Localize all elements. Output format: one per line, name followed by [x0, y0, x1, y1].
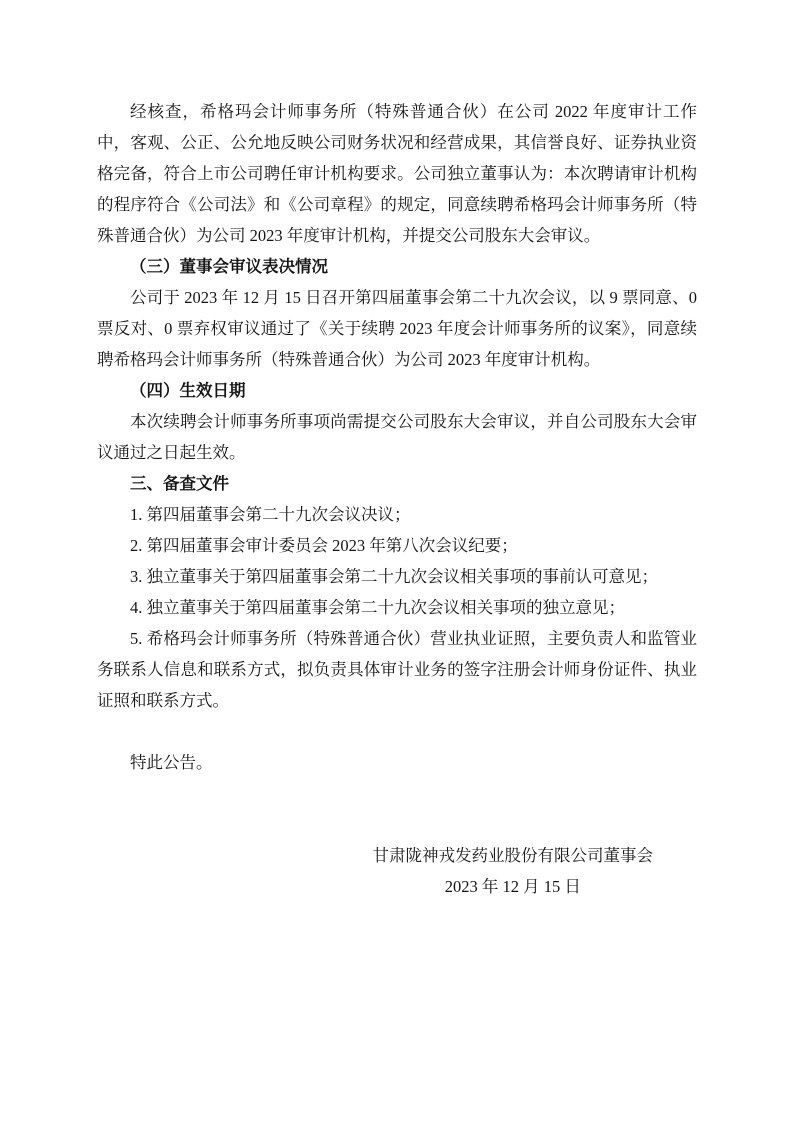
para-effective-date: 本次续聘会计师事务所事项尚需提交公司股东大会审议，并自公司股东大会审议通过之日起生效。 [97, 412, 697, 462]
signature-company: 甘肃陇神戎发药业股份有限公司董事会 [372, 846, 653, 865]
heading-board-vote: （三）董事会审议表决情况 [130, 257, 328, 276]
reference-document-item-4: 4. 独立董事关于第四届董事会第二十九次会议相关事项的独立意见； [130, 598, 625, 617]
heading-effective-date: （四）生效日期 [130, 381, 246, 400]
closing-statement: 特此公告。 [130, 753, 213, 772]
reference-document-item-2: 2. 第四届董事会审计委员会 2023 年第八次会议纪要； [130, 536, 518, 555]
signature-date: 2023 年 12 月 15 日 [444, 877, 581, 896]
para-board-vote: 公司于 2023 年 12 月 15 日召开第四届董事会第二十九次会议，以 9 票同意、0 票反对、0 票弃权审议通过了《关于续聘 2023 年度会计师事务所的议案》，同意续聘希格玛会计师事务所（特殊普通合伙）为公司 2023 年度审计机构。 [97, 288, 697, 369]
reference-document-item-1: 1. 第四届董事会第二十九次会议决议； [130, 505, 411, 524]
signature-block [373, 840, 654, 902]
heading-reference-documents: 三、备查文件 [130, 474, 229, 493]
para-audit-review: 经核查，希格玛会计师事务所（特殊普通合伙）在公司 2022 年度审计工作中，客观、公正、公允地反映公司财务状况和经营成果，其信誉良好、证券执业资格完备，符合上市公司聘任审计机构要求。公司独立董事认为：本次聘请审计机构的程序符合《公司法》和《公司章程》的规定，同意续聘希格玛会计师事务所（特殊普通合伙）为公司 2023 年度审计机构，并提交公司股东大会审议。 [97, 102, 697, 245]
reference-document-item-3: 3. 独立董事关于第四届董事会第二十九次会议相关事项的事前认可意见； [130, 567, 658, 586]
reference-document-item-5: 5. 希格玛会计师事务所（特殊普通合伙）营业执业证照，主要负责人和监管业务联系人信息和联系方式，拟负责具体审计业务的签字注册会计师身份证件、执业证照和联系方式。 [97, 629, 697, 710]
